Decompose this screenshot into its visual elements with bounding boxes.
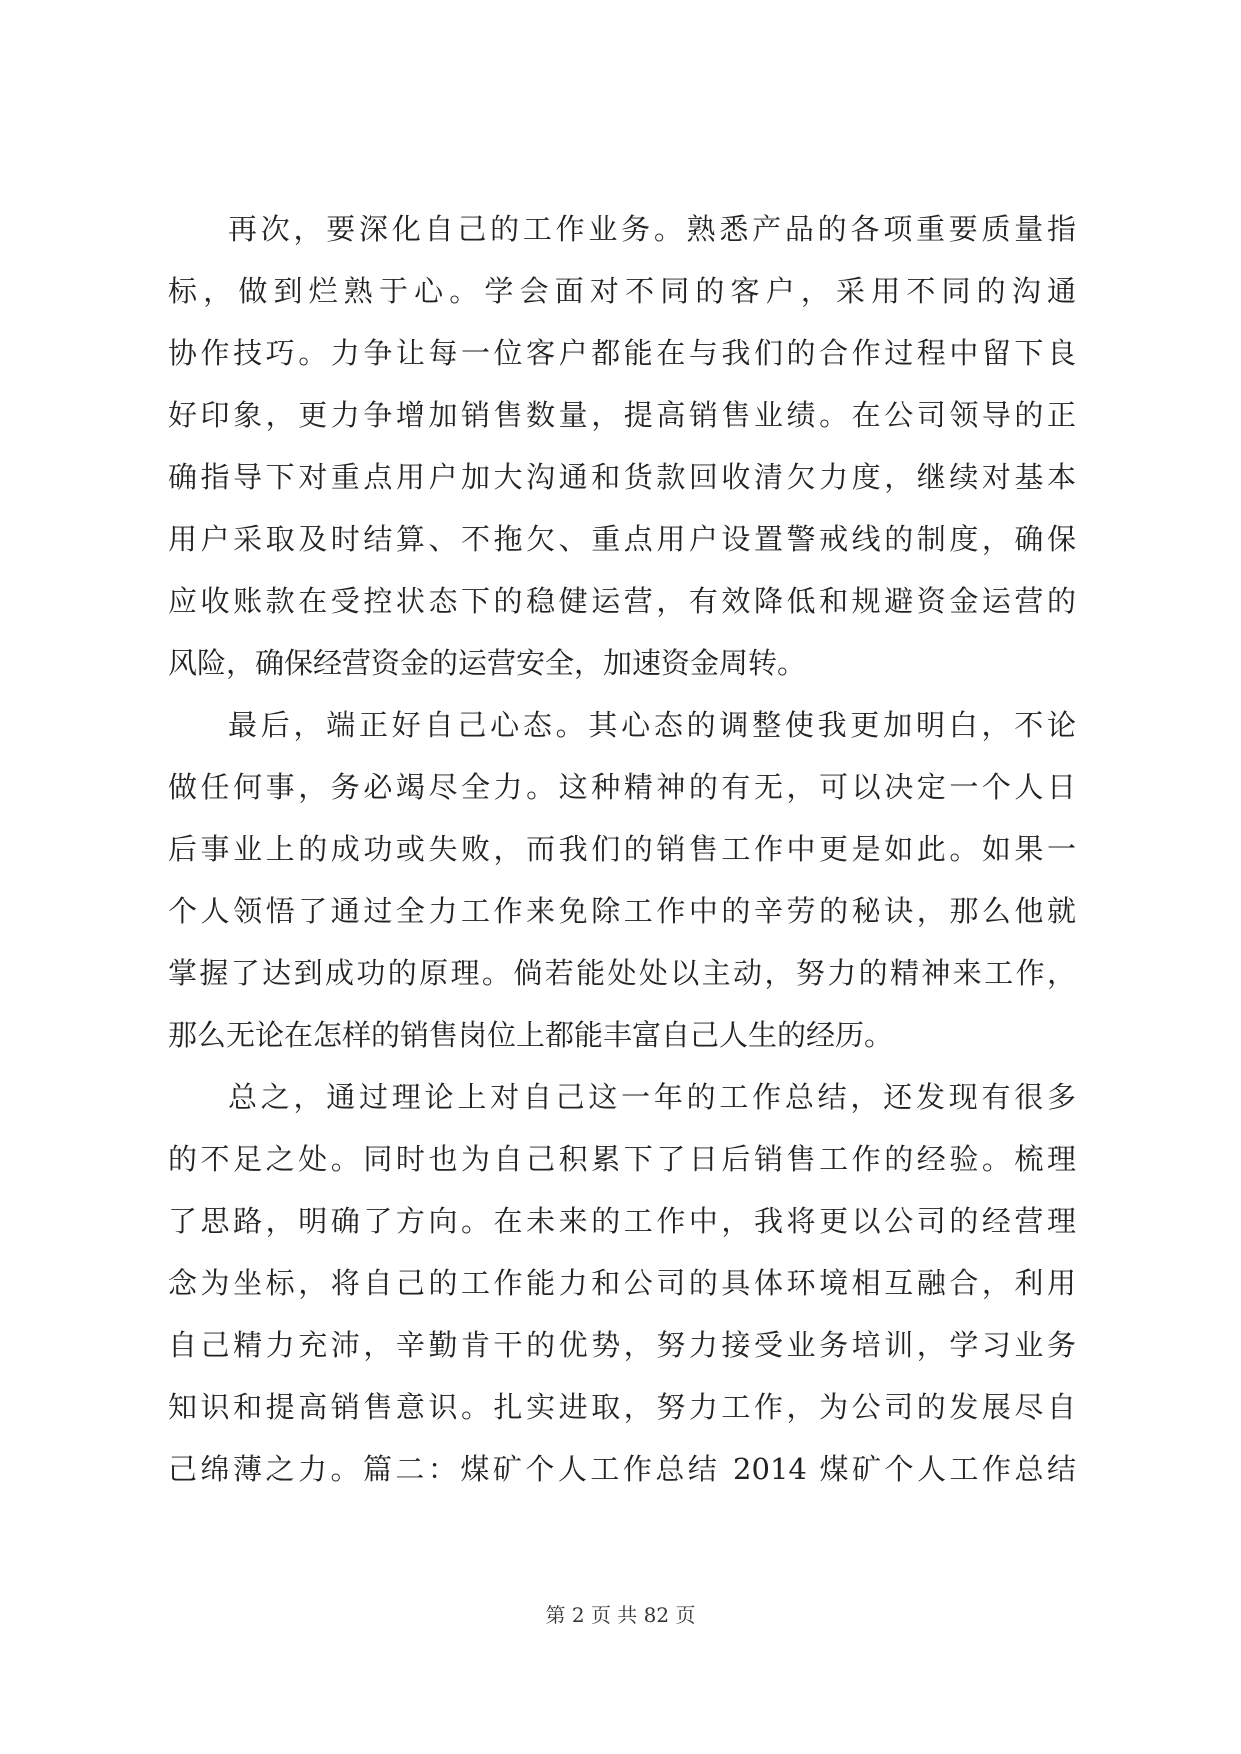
paragraph-line: 最后，端正好自己心态。其心态的调整使我更加明白，不论	[228, 708, 1076, 742]
paragraph-line: 念为坐标，将自己的工作能力和公司的具体环境相互融合，利用	[168, 1266, 1076, 1300]
paragraph-line: 自己精力充沛，辛勤肯干的优势，努力接受业务培训，学习业务	[168, 1328, 1076, 1362]
paragraph-line: 确指导下对重点用户加大沟通和货款回收清欠力度，继续对基本	[168, 460, 1076, 494]
paragraph-line: 再次，要深化自己的工作业务。熟悉产品的各项重要质量指	[228, 212, 1076, 246]
paragraph-line: 好印象，更力争增加销售数量，提高销售业绩。在公司领导的正	[168, 398, 1076, 432]
paragraph-line: 个人领悟了通过全力工作来免除工作中的辛劳的秘诀，那么他就	[168, 894, 1076, 928]
paragraph-line: 己绵薄之力。篇二：煤矿个人工作总结 2014 煤矿个人工作总结	[168, 1452, 1076, 1486]
paragraph-line: 后事业上的成功或失败，而我们的销售工作中更是如此。如果一	[168, 832, 1076, 866]
paragraph-line: 做任何事，务必竭尽全力。这种精神的有无，可以决定一个人日	[168, 770, 1076, 804]
paragraph-line: 掌握了达到成功的原理。倘若能处处以主动，努力的精神来工作，	[168, 956, 1076, 990]
paragraph-line: 应收账款在受控状态下的稳健运营，有效降低和规避资金运营的	[168, 584, 1076, 618]
paragraph-line: 知识和提高销售意识。扎实进取，努力工作，为公司的发展尽自	[168, 1390, 1076, 1424]
paragraph-line: 标，做到烂熟于心。学会面对不同的客户，采用不同的沟通	[168, 274, 1076, 308]
paragraph-line: 用户采取及时结算、不拖欠、重点用户设置警戒线的制度，确保	[168, 522, 1076, 556]
paragraph-line: 协作技巧。力争让每一位客户都能在与我们的合作过程中留下良	[168, 336, 1076, 370]
page-number-footer: 第 2 页 共 82 页	[545, 1603, 696, 1627]
paragraph-line: 那么无论在怎样的销售岗位上都能丰富自己人生的经历。	[168, 1018, 894, 1052]
paragraph-line: 风险，确保经营资金的运营安全，加速资金周转。	[168, 646, 807, 680]
paragraph-line: 的不足之处。同时也为自己积累下了日后销售工作的经验。梳理	[168, 1142, 1076, 1176]
paragraph-line: 了思路，明确了方向。在未来的工作中，我将更以公司的经营理	[168, 1204, 1076, 1238]
paragraph-line: 总之，通过理论上对自己这一年的工作总结，还发现有很多	[228, 1080, 1076, 1114]
